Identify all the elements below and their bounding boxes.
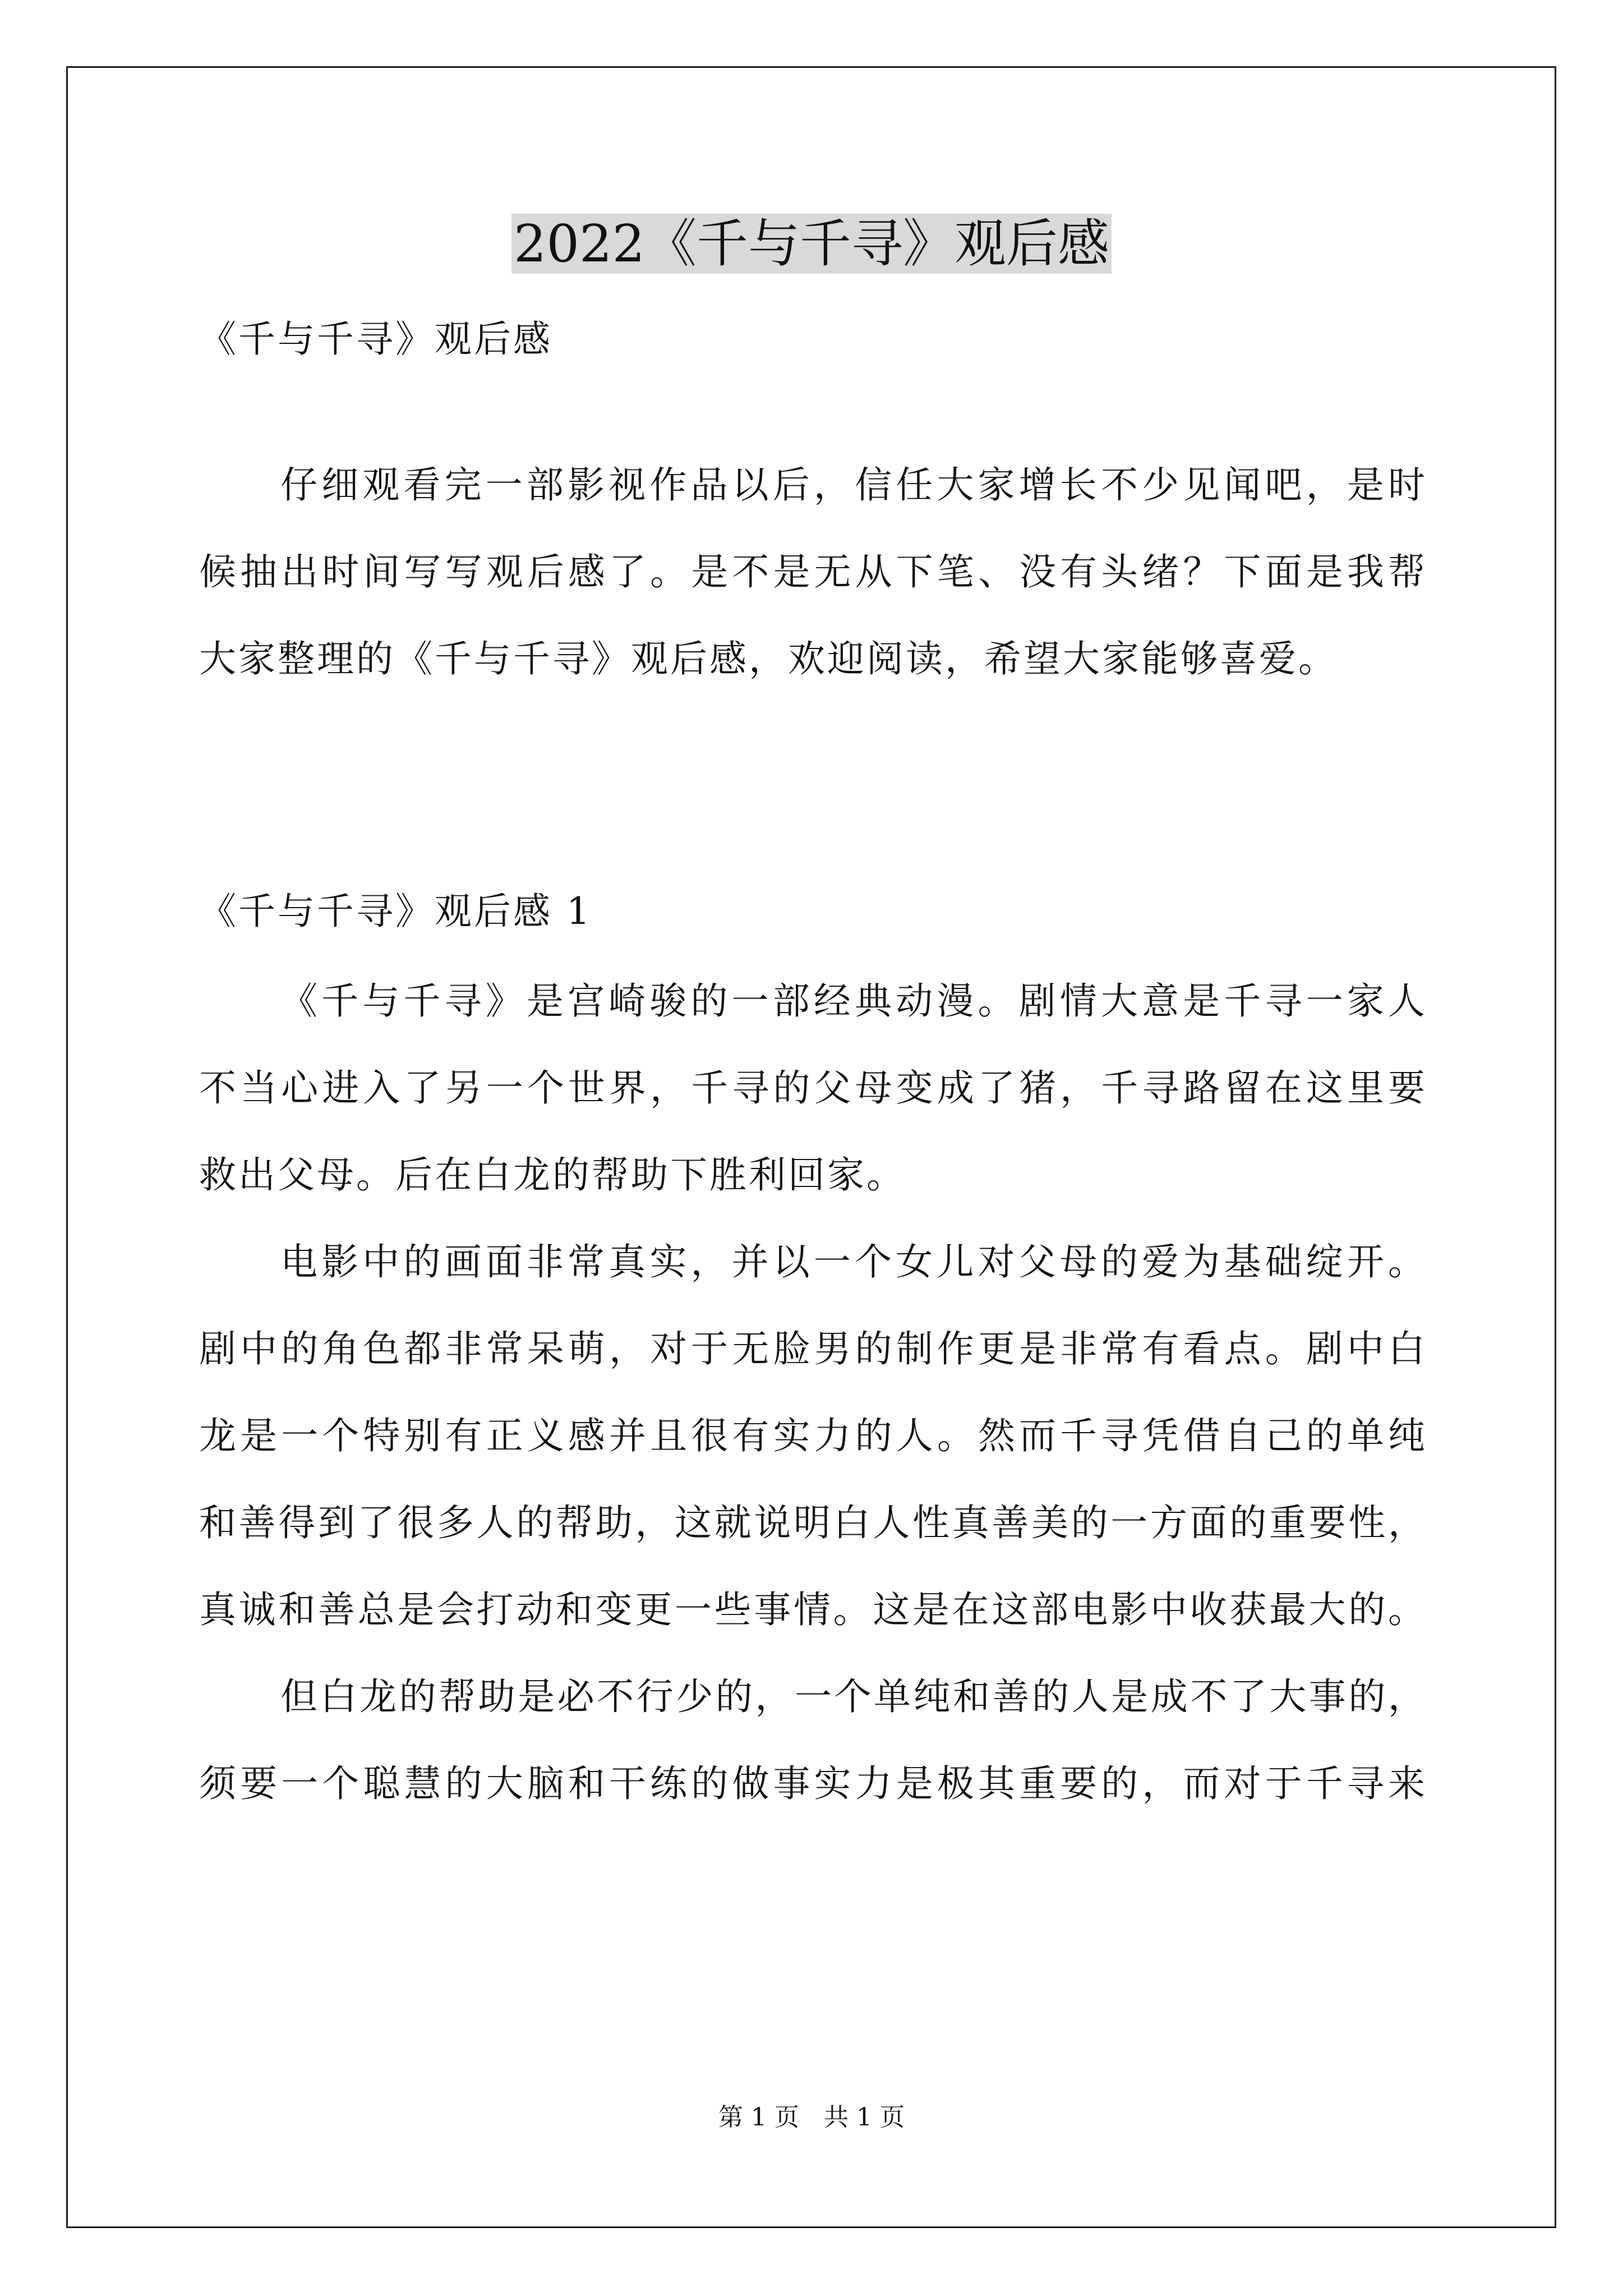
paragraph-line: 《千与千寻》是宫崎骏的一部经典动漫。剧情大意是千寻一家人 xyxy=(280,979,1427,1023)
paragraph-line: 须要一个聪慧的大脑和干练的做事实力是极其重要的，而对于千寻来 xyxy=(199,1762,1427,1805)
paragraph-line: 救出父母。后在白龙的帮助下胜利回家。 xyxy=(199,1153,906,1197)
intro-heading: 《千与千寻》观后感 xyxy=(199,318,552,361)
paragraph-line: 真诚和善总是会打动和变更一些事情。这是在这部电影中收获最大的。 xyxy=(199,1588,1427,1631)
paragraph-line: 仔细观看完一部影视作品以后，信任大家增长不少见闻吧，是时 xyxy=(280,463,1427,507)
paragraph-line: 不当心进入了另一个世界，千寻的父母变成了猪，千寻路留在这里要 xyxy=(199,1066,1427,1110)
paragraph-line: 龙是一个特别有正义感并且很有实力的人。然而千寻凭借自己的单纯 xyxy=(199,1414,1427,1457)
paragraph-line: 候抽出时间写写观后感了。是不是无从下笔、没有头绪？下面是我帮 xyxy=(199,550,1427,593)
paragraph-line: 但白龙的帮助是必不行少的，一个单纯和善的人是成不了大事的， xyxy=(280,1675,1427,1718)
page-border xyxy=(66,66,1556,2228)
page-footer: 第 1 页 共 1 页 xyxy=(718,2103,905,2132)
paragraph-line: 和善得到了很多人的帮助，这就说明白人性真善美的一方面的重要性， xyxy=(199,1501,1427,1544)
section-heading: 《千与千寻》观后感 1 xyxy=(199,890,592,933)
document-title xyxy=(0,208,1623,280)
paragraph-line: 电影中的画面非常真实，并以一个女儿对父母的爱为基础绽开。 xyxy=(280,1240,1427,1283)
paragraph-line: 大家整理的《千与千寻》观后感，欢迎阅读，希望大家能够喜爱。 xyxy=(199,637,1338,680)
paragraph-line: 剧中的角色都非常呆萌，对于无脸男的制作更是非常有看点。剧中白 xyxy=(199,1327,1427,1370)
document-title-text: 2022《千与千寻》观后感 xyxy=(511,214,1112,274)
